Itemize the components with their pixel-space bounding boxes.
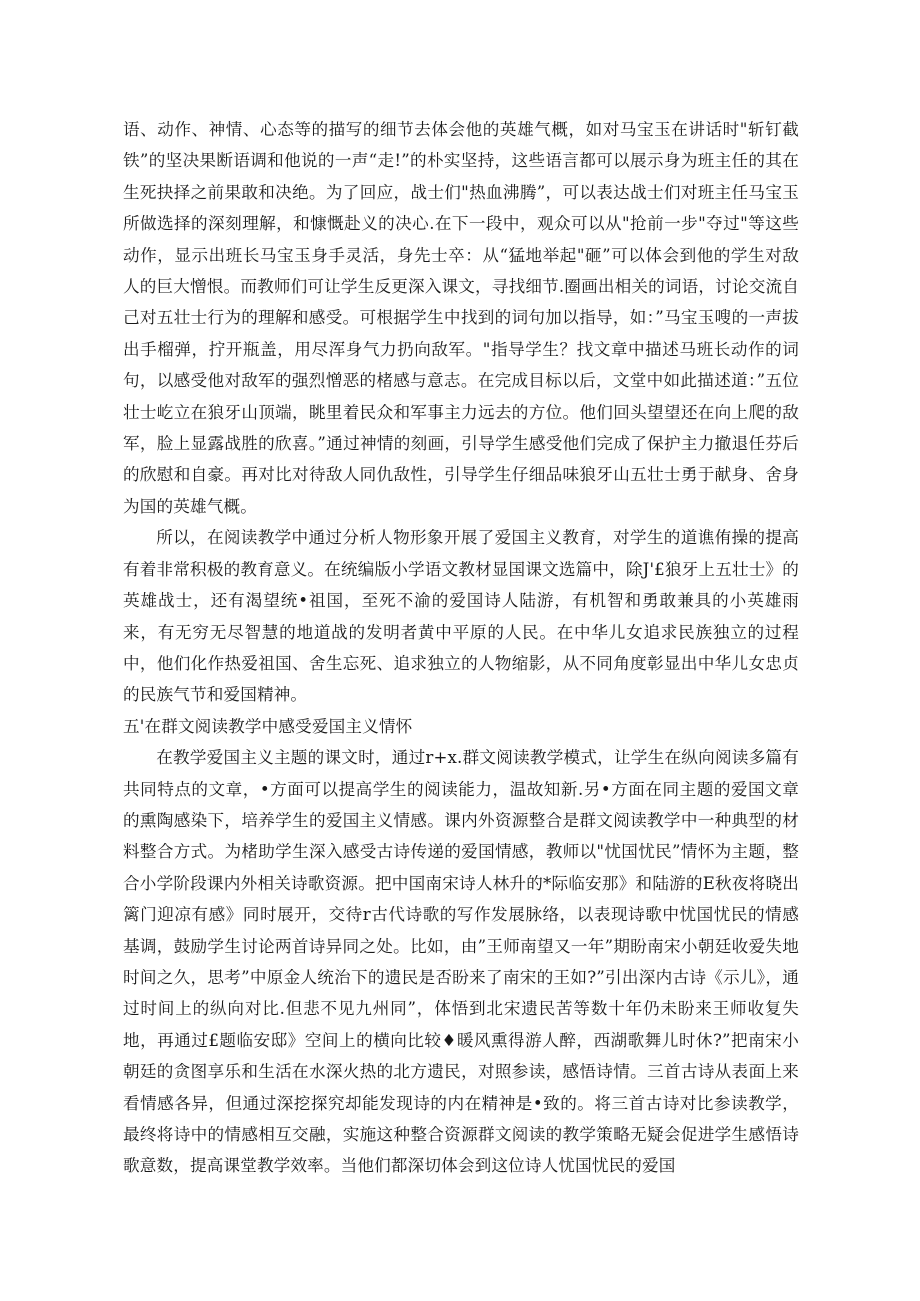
body-text	[123, 114, 799, 1182]
paragraph-character-analysis: 语、动作、神情、心态等的描写的细节去体会他的英雄气概，如对马宝玉在讲话时"斩钉截铁”的坚决果断语调和他说的一声“走!”的朴实坚持，这些语言都可以展示身为班主任的其在生死抉择之前果敢和决绝。为了回应，战士们"热血沸腾”，可以表达战士们对班主任马宝玉所做选择的深刻理解，和慷慨赴义的决心.在下一段中，观众可以从"抢前一步"夺过"等这些动作，显示出班长马宝玉身手灵活，身先士卒：从“猛地举起"砸”可以体会到他的学生对敌人的巨大憎恨。而教师们可让学生反更深入课文，寻找细节.圈画出相关的词语，讨论交流自己对五壮士行为的理解和感受。可根据学生中找到的词句加以指导，如：”马宝玉嗖的一声拔出手榴弹，拧开瓶盖，用尽浑身气力扔向敌军。"指导学生？找文章中描述马班长动作的词句，以感受他对敌军的强烈憎恶的楮感与意志。在完成目标以后，文堂中如此描述道：”五位壮士屹立在狼牙山顶端，眺里着民众和军事主力远去的方位。他们回头望望还在向上爬的敌军，脸上显露战胜的欣喜。”通过神情的刻画，引导学生感受他们完成了保护主力撤退任芬后的欣慰和自豪。再对比对待敌人同仇敌性，引导学生仔细品味狼牙山五壮士勇于献身、舍身为国的英雄气概。	[123, 120, 799, 516]
paragraph-patriotic-education: 所以，在阅读教学中通过分析人物形象开展了爱国主义教育，对学生的道谯侑操的提高有着非常积极的教育意义。在统编版小学语文教材显国课文选篇中，除J'£狼牙上五壮士》的英雄战士，还有渴望统•祖国，至死不渝的爱国诗人陆游，有机智和勇敢兼具的小英雄雨来，有无穷无尽智慧的地道战的发明者黄中平原的人民。在中华儿女追求民族独立的过程中，他们化作热爱祖国、舍生忘死、追求独立的人物缩影，从不同角度彰显出中华儿女忠贞的民族气节和爱国精神。	[123, 528, 799, 705]
section-heading: 五'在群文阅读教学中感受爱国主义情怀	[123, 716, 413, 736]
paragraph-group-reading: 在教学爱国主义主题的课文时，通过r+x.群文阅读教学模式，让学生在纵向阅读多篇有共同特点的文章，•方面可以提高学生的阅读能力，温故知新.另•方面在同主题的爱国文章的熏陶感染下，培养学生的爱国主义情感。课内外资源整合是群文阅读教学中一种典型的材料整合方式。为楮助学生深入感受古诗传递的爱国情感，教师以"忧国忧民”情怀为主题，整合小学阶段课内外相关诗歌资源。把中国南宋诗人林升的*际临安那》和陆游的E秋夜将晓出篱门迎凉有感》同时展开，交待r古代诗歌的写作发展脉络，以表现诗歌中忧国忧民的情感基调，鼓励学生讨论两首诗异同之处。比如，由”王师南望又一年”期盼南宋小朝廷收爱失地时间之久，思考”中原金人统治下的遗民是否盼来了南宋的王如?”引出深内古诗《示儿》，通过时间上的纵向对比.但悲不见九州同”，体悟到北宋遗民苦等数十年仍未盼来王师收复失地，再通过£题临安邸》空间上的横向比较♦暖风熏得游人醉，西湖歌舞儿时休?”把南宋小朝廷的贪图享乐和生活在水深火热的北方遗民，对照参读，感悟诗情。三首古诗从表面上来看情感各异，但通过深挖探究却能发现诗的内在精神是•致的。将三首古诗对比参读教学，最终将诗中的情感相互交融，实施这种整合资源群文阅读的教学策略无疑会促进学生感悟诗歌意数，提高课堂教学效率。当他们都深切体会到这位诗人忧国忧民的爱国	[123, 748, 799, 1176]
